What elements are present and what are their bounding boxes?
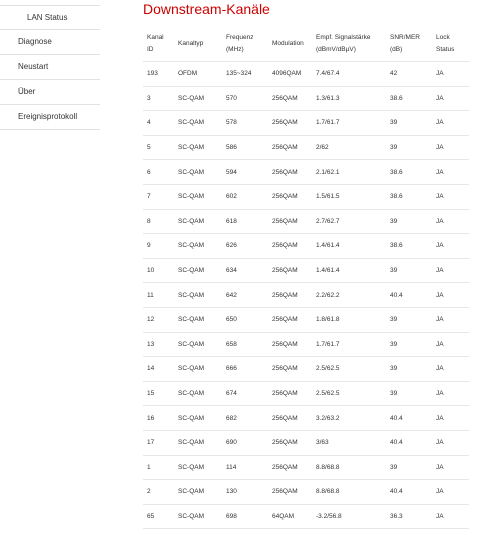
cell-signalstaerke: 7.4/67.4	[312, 62, 386, 87]
cell-kanaltyp: SC-QAM	[174, 406, 222, 431]
cell-frequenz: 586	[222, 135, 268, 160]
column-header-line1: Modulation	[272, 39, 304, 47]
column-header-line1: Empf. Signalstärke	[316, 33, 371, 41]
cell-frequenz: 698	[222, 504, 268, 529]
cell-modulation: 256QAM	[268, 332, 312, 357]
table-row	[143, 184, 469, 209]
cell-frequenz: 650	[222, 307, 268, 332]
table-row	[143, 480, 469, 505]
cell-kanal-id: 16	[143, 406, 174, 431]
cell-modulation: 256QAM	[268, 283, 312, 308]
cell-kanaltyp: SC-QAM	[174, 480, 222, 505]
cell-modulation: 256QAM	[268, 258, 312, 283]
cell-signalstaerke: 2.2/62.2	[312, 283, 386, 308]
cell-kanal-id: 5	[143, 135, 174, 160]
cell-kanaltyp: SC-QAM	[174, 234, 222, 259]
cell-lock-status: JA	[432, 86, 469, 111]
column-header-line1: Frequenz	[226, 33, 254, 41]
cell-modulation: 4096QAM	[268, 62, 312, 87]
table-row	[143, 135, 469, 160]
table-row	[143, 332, 469, 357]
cell-snr-mer: 40.4	[386, 430, 432, 455]
cell-frequenz: 634	[222, 258, 268, 283]
cell-lock-status: JA	[432, 357, 469, 382]
cell-signalstaerke: 8.8/68.8	[312, 480, 386, 505]
cell-snr-mer: 39	[386, 209, 432, 234]
column-header-signalstaerke	[312, 26, 386, 62]
cell-frequenz: 626	[222, 234, 268, 259]
cell-kanal-id: 9	[143, 234, 174, 259]
cell-modulation: 256QAM	[268, 86, 312, 111]
sidebar-item-ueber[interactable]: Über	[0, 80, 100, 105]
cell-lock-status: JA	[432, 160, 469, 185]
cell-frequenz: 618	[222, 209, 268, 234]
cell-snr-mer: 40.4	[386, 283, 432, 308]
cell-kanal-id: 13	[143, 332, 174, 357]
column-header-kanal-id	[143, 26, 174, 62]
table-row	[143, 160, 469, 185]
cell-kanaltyp: SC-QAM	[174, 86, 222, 111]
cell-kanal-id: 10	[143, 258, 174, 283]
column-header-modulation	[268, 26, 312, 62]
cell-snr-mer: 40.4	[386, 406, 432, 431]
column-header-line2: Status	[436, 45, 455, 53]
table-row	[143, 86, 469, 111]
cell-modulation: 256QAM	[268, 455, 312, 480]
cell-modulation: 256QAM	[268, 209, 312, 234]
table-row	[143, 234, 469, 259]
cell-frequenz: 602	[222, 184, 268, 209]
table-row	[143, 307, 469, 332]
cell-snr-mer: 38.6	[386, 86, 432, 111]
table-row	[143, 111, 469, 136]
column-header-kanaltyp	[174, 26, 222, 62]
cell-signalstaerke: 1.7/61.7	[312, 332, 386, 357]
cell-snr-mer: 39	[386, 455, 432, 480]
cell-kanaltyp: SC-QAM	[174, 283, 222, 308]
cell-kanaltyp: SC-QAM	[174, 455, 222, 480]
cell-kanaltyp: SC-QAM	[174, 332, 222, 357]
table-row	[143, 62, 469, 87]
sidebar-item-neustart[interactable]: Neustart	[0, 55, 100, 80]
cell-signalstaerke: 2.5/62.5	[312, 381, 386, 406]
cell-kanal-id: 65	[143, 504, 174, 529]
column-header-lock-status	[432, 26, 469, 62]
cell-signalstaerke: 2.1/62.1	[312, 160, 386, 185]
cell-kanal-id: 3	[143, 86, 174, 111]
table-row	[143, 357, 469, 382]
column-header-line1: Lock	[436, 33, 450, 41]
sidebar-item-diagnose[interactable]: Diagnose	[0, 30, 100, 55]
cell-signalstaerke: 1.7/61.7	[312, 111, 386, 136]
cell-lock-status: JA	[432, 430, 469, 455]
cell-frequenz: 682	[222, 406, 268, 431]
table-row	[143, 283, 469, 308]
column-header-line2: (dB)	[390, 45, 403, 53]
cell-modulation: 256QAM	[268, 184, 312, 209]
table-body	[143, 62, 469, 529]
cell-frequenz: 130	[222, 480, 268, 505]
cell-kanal-id: 2	[143, 480, 174, 505]
column-header-line1: Kanaltyp	[178, 39, 204, 47]
cell-lock-status: JA	[432, 504, 469, 529]
cell-snr-mer: 39	[386, 332, 432, 357]
cell-frequenz: 570	[222, 86, 268, 111]
cell-lock-status: JA	[432, 135, 469, 160]
cell-signalstaerke: 2.5/62.5	[312, 357, 386, 382]
cell-frequenz: 642	[222, 283, 268, 308]
cell-snr-mer: 38.6	[386, 234, 432, 259]
cell-snr-mer: 39	[386, 357, 432, 382]
table-row	[143, 504, 469, 529]
cell-snr-mer: 40.4	[386, 480, 432, 505]
cell-snr-mer: 39	[386, 111, 432, 136]
cell-modulation: 256QAM	[268, 381, 312, 406]
cell-kanal-id: 6	[143, 160, 174, 185]
cell-kanaltyp: SC-QAM	[174, 381, 222, 406]
cell-snr-mer: 36.3	[386, 504, 432, 529]
cell-lock-status: JA	[432, 332, 469, 357]
cell-snr-mer: 38.6	[386, 184, 432, 209]
table-row	[143, 406, 469, 431]
cell-signalstaerke: 1.8/61.8	[312, 307, 386, 332]
sidebar-item-ereignisprotokoll[interactable]: Ereignisprotokoll	[0, 105, 100, 130]
cell-lock-status: JA	[432, 406, 469, 431]
cell-kanal-id: 193	[143, 62, 174, 87]
cell-frequenz: 594	[222, 160, 268, 185]
column-header-line1: Kanal	[147, 33, 164, 41]
cell-kanaltyp: SC-QAM	[174, 209, 222, 234]
column-header-line2: (dBmV/dBµV)	[316, 45, 356, 53]
cell-kanal-id: 17	[143, 430, 174, 455]
cell-modulation: 256QAM	[268, 160, 312, 185]
cell-lock-status: JA	[432, 111, 469, 136]
cell-kanal-id: 1	[143, 455, 174, 480]
cell-kanaltyp: SC-QAM	[174, 307, 222, 332]
cell-lock-status: JA	[432, 62, 469, 87]
page-title: Downstream-Kanäle	[143, 1, 270, 17]
cell-lock-status: JA	[432, 234, 469, 259]
cell-modulation: 256QAM	[268, 234, 312, 259]
cell-snr-mer: 39	[386, 258, 432, 283]
table-row	[143, 455, 469, 480]
column-header-line2: (MHz)	[226, 45, 244, 53]
column-header-line2: ID	[147, 45, 154, 53]
cell-kanaltyp: SC-QAM	[174, 258, 222, 283]
table-row	[143, 381, 469, 406]
cell-signalstaerke: 2.7/62.7	[312, 209, 386, 234]
cell-kanal-id: 14	[143, 357, 174, 382]
cell-kanaltyp: OFDM	[174, 62, 222, 87]
cell-kanaltyp: SC-QAM	[174, 357, 222, 382]
cell-modulation: 256QAM	[268, 430, 312, 455]
cell-kanaltyp: SC-QAM	[174, 111, 222, 136]
cell-frequenz: 114	[222, 455, 268, 480]
cell-signalstaerke: 3/63	[312, 430, 386, 455]
cell-kanaltyp: SC-QAM	[174, 135, 222, 160]
table-row	[143, 430, 469, 455]
cell-signalstaerke: 1.3/61.3	[312, 86, 386, 111]
cell-lock-status: JA	[432, 480, 469, 505]
cell-kanal-id: 15	[143, 381, 174, 406]
cell-modulation: 256QAM	[268, 135, 312, 160]
cell-signalstaerke: -3.2/56.8	[312, 504, 386, 529]
cell-modulation: 256QAM	[268, 307, 312, 332]
column-header-frequenz	[222, 26, 268, 62]
cell-lock-status: JA	[432, 381, 469, 406]
cell-snr-mer: 42	[386, 62, 432, 87]
cell-kanaltyp: SC-QAM	[174, 160, 222, 185]
cell-snr-mer: 39	[386, 135, 432, 160]
cell-modulation: 256QAM	[268, 357, 312, 382]
cell-kanaltyp: SC-QAM	[174, 430, 222, 455]
cell-kanal-id: 4	[143, 111, 174, 136]
cell-snr-mer: 39	[386, 307, 432, 332]
cell-kanaltyp: SC-QAM	[174, 184, 222, 209]
table-row	[143, 258, 469, 283]
cell-kanal-id: 12	[143, 307, 174, 332]
sidebar-item-lan-status[interactable]: LAN Status	[0, 5, 100, 30]
cell-kanal-id: 11	[143, 283, 174, 308]
cell-signalstaerke: 1.5/61.5	[312, 184, 386, 209]
cell-signalstaerke: 8.8/68.8	[312, 455, 386, 480]
cell-lock-status: JA	[432, 209, 469, 234]
cell-snr-mer: 38.6	[386, 160, 432, 185]
sidebar-nav	[0, 0, 100, 130]
column-header-line1: SNR/MER	[390, 33, 420, 41]
cell-lock-status: JA	[432, 184, 469, 209]
cell-kanaltyp: SC-QAM	[174, 504, 222, 529]
cell-frequenz: 666	[222, 357, 268, 382]
cell-signalstaerke: 1.4/61.4	[312, 234, 386, 259]
column-header-snr-mer	[386, 26, 432, 62]
table-row	[143, 209, 469, 234]
downstream-table	[143, 26, 469, 529]
cell-frequenz: 690	[222, 430, 268, 455]
cell-signalstaerke: 3.2/63.2	[312, 406, 386, 431]
cell-modulation: 256QAM	[268, 406, 312, 431]
cell-frequenz: 578	[222, 111, 268, 136]
cell-modulation: 256QAM	[268, 480, 312, 505]
cell-signalstaerke: 2/62	[312, 135, 386, 160]
cell-lock-status: JA	[432, 455, 469, 480]
cell-frequenz: 135~324	[222, 62, 268, 87]
cell-frequenz: 674	[222, 381, 268, 406]
cell-kanal-id: 8	[143, 209, 174, 234]
cell-lock-status: JA	[432, 307, 469, 332]
cell-snr-mer: 39	[386, 381, 432, 406]
cell-modulation: 64QAM	[268, 504, 312, 529]
table-header-row	[143, 26, 469, 62]
cell-lock-status: JA	[432, 283, 469, 308]
cell-modulation: 256QAM	[268, 111, 312, 136]
cell-signalstaerke: 1.4/61.4	[312, 258, 386, 283]
cell-lock-status: JA	[432, 258, 469, 283]
cell-frequenz: 658	[222, 332, 268, 357]
cell-kanal-id: 7	[143, 184, 174, 209]
